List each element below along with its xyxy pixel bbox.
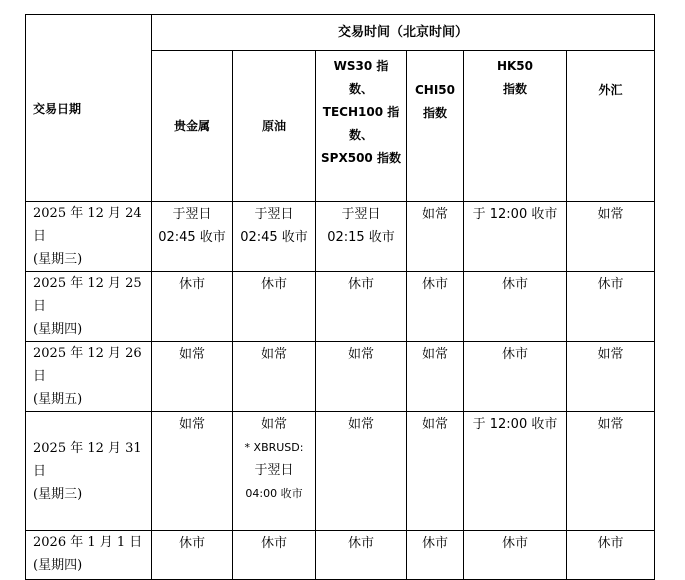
table-cell: 于 12:00 收市 — [464, 202, 567, 272]
col-header-precious-metals: 贵金属 — [152, 51, 233, 202]
table-cell: 如常 * XBRUSD: 于翌日 04:00 收市 — [233, 412, 316, 531]
table-cell: 休市 — [152, 531, 233, 580]
holiday-trading-table — [25, 14, 655, 580]
table-cell: 如常 — [567, 412, 655, 531]
table-cell: 休市 — [464, 342, 567, 412]
table-cell: 休市 — [567, 531, 655, 580]
table-cell: 如常 — [407, 342, 464, 412]
table-cell: 于翌日 02:15 收市 — [316, 202, 407, 272]
table-row — [26, 272, 655, 342]
table-cell: 如常 — [152, 412, 233, 531]
trading-time-group-header: 交易时间（北京时间） — [152, 15, 655, 51]
table-cell: 休市 — [152, 272, 233, 342]
table-cell: 休市 — [233, 272, 316, 342]
table-cell: 于翌日 02:45 收市 — [233, 202, 316, 272]
col-header-us-indices: WS30 指 数、 TECH100 指 数、 SPX500 指数 — [316, 51, 407, 202]
table-row — [26, 202, 655, 272]
table-cell: 休市 — [464, 531, 567, 580]
table-cell: 如常 — [407, 202, 464, 272]
table-cell: 如常 — [567, 342, 655, 412]
row-date: 2025 年 12 月 26 日 (星期五) — [26, 342, 152, 412]
table-cell: 休市 — [407, 531, 464, 580]
table-cell: 如常 — [567, 202, 655, 272]
table-cell: 休市 — [316, 272, 407, 342]
row-date: 2025 年 12 月 31 日 (星期三) — [26, 412, 152, 531]
table-row — [26, 412, 655, 531]
row-date: 2026 年 1 月 1 日 (星期四) — [26, 531, 152, 580]
table-cell: 休市 — [316, 531, 407, 580]
row-date: 2025 年 12 月 25 日 (星期四) — [26, 272, 152, 342]
table-cell: 如常 — [316, 412, 407, 531]
row-date: 2025 年 12 月 24 日 (星期三) — [26, 202, 152, 272]
table-cell: 如常 — [152, 342, 233, 412]
col-header-forex: 外汇 — [567, 51, 655, 202]
table-cell: 休市 — [567, 272, 655, 342]
table-cell: 如常 — [407, 412, 464, 531]
table-cell: 休市 — [464, 272, 567, 342]
col-header-crude-oil: 原油 — [233, 51, 316, 202]
table-cell: 休市 — [407, 272, 464, 342]
table-cell: 于翌日 02:45 收市 — [152, 202, 233, 272]
table-cell: 休市 — [233, 531, 316, 580]
table-row — [26, 531, 655, 580]
col-header-hk50: HK50 指数 — [464, 51, 567, 202]
table-cell: 于 12:00 收市 — [464, 412, 567, 531]
trade-date-header: 交易日期 — [26, 15, 152, 202]
table-cell: 如常 — [233, 342, 316, 412]
table-cell: 如常 — [316, 342, 407, 412]
col-header-chi50: CHI50 指数 — [407, 51, 464, 202]
table-row — [26, 342, 655, 412]
